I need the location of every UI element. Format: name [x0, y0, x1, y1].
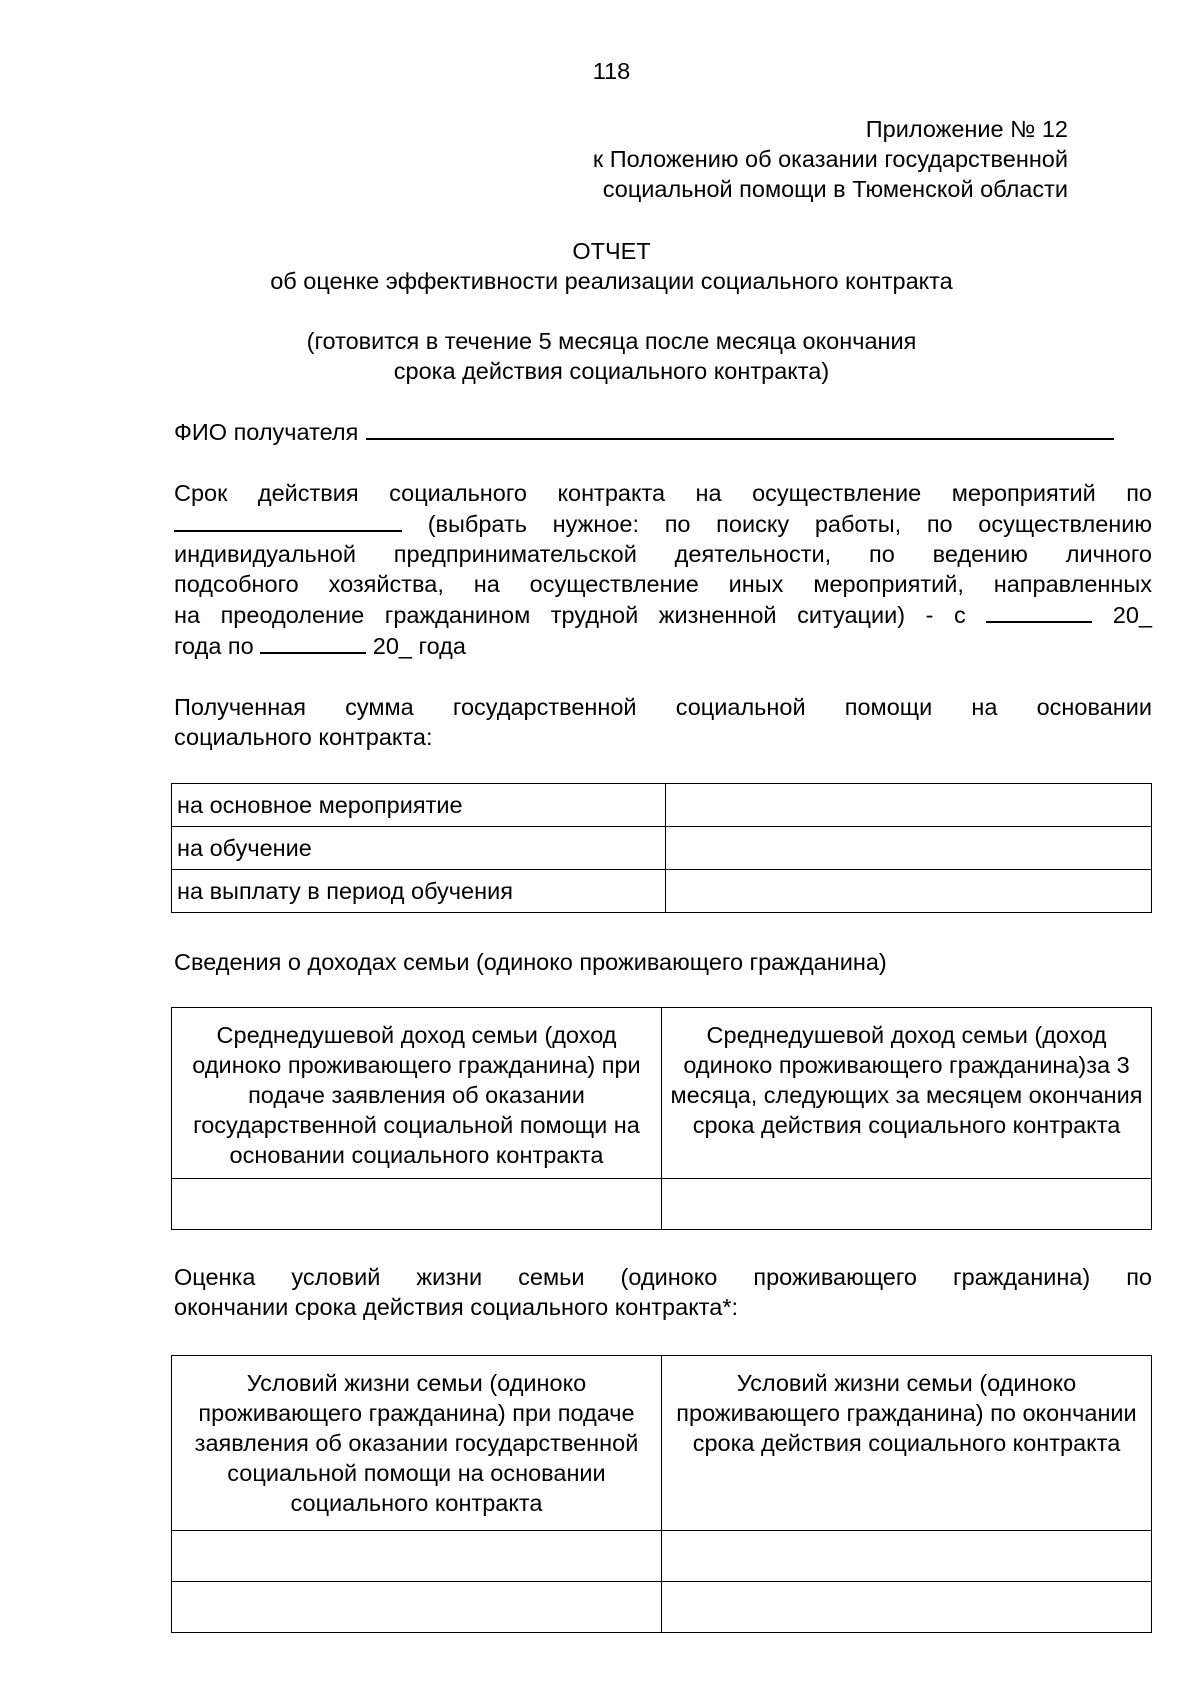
preparation-note [0, 326, 1200, 386]
table-row [172, 870, 1152, 913]
recipient-name-label: ФИО получателя [174, 419, 359, 445]
table-header-cell: Условий жизни семьи (одиноко проживающего гражданина) при подаче заявления об оказании государственной социальной помощи на основании социального контракта [172, 1356, 662, 1531]
table-row [172, 1179, 1152, 1230]
note-line: срока действия социального контракта) [393, 358, 830, 384]
appendix-header [593, 114, 1068, 204]
table-cell[interactable] [172, 1531, 662, 1582]
living-conditions-paragraph [174, 1262, 1152, 1322]
note-line: (готовится в течение 5 месяца после месяца окончания [306, 328, 917, 354]
table-cell-value[interactable] [666, 784, 1152, 827]
page-number: 118 [592, 58, 631, 84]
table-cell[interactable] [172, 1179, 662, 1230]
table-header-row [172, 1008, 1152, 1179]
table-cell[interactable] [662, 1531, 1152, 1582]
paragraph-line: индивидуальной предпринимательской деятельности, по ведению личного [174, 541, 1152, 567]
appendix-line: к Положению об оказании государственной [592, 146, 1068, 172]
table-header-cell: Среднедушевой доход семьи (доход одиноко проживающего гражданина)за 3 месяца, следующих за месяцем окончания срока действия социального контракта [662, 1008, 1152, 1179]
table-header-cell: Условий жизни семьи (одиноко проживающего гражданина) по окончании срока действия социального контракта [662, 1356, 1152, 1531]
paragraph-line: (выбрать нужное: по поиску работы, по осуществлению [174, 508, 1152, 539]
table-row [172, 1531, 1152, 1582]
appendix-line: социальной помощи в Тюменской области [602, 176, 1068, 202]
paragraph-line: подсобного хозяйства, на осуществление иных мероприятий, направленных [174, 571, 1152, 597]
received-sum-table [171, 783, 1152, 913]
recipient-name-field [174, 416, 1164, 447]
recipient-name-blank[interactable] [366, 416, 1114, 440]
table-header-cell: Среднедушевой доход семьи (доход одиноко проживающего гражданина) при подаче заявления об оказании государственной социальной помощи на основании социального контракта [172, 1008, 662, 1179]
table-cell-value[interactable] [666, 827, 1152, 870]
paragraph-line: Оценка условий жизни семьи (одиноко проживающего гражданина) по [174, 1264, 1152, 1290]
paragraph-line: Срок действия социального контракта на осуществление мероприятий по [174, 480, 1152, 506]
living-conditions-table [171, 1355, 1152, 1633]
paragraph-line: на преодоление гражданином трудной жизненной ситуации) - с 20_ [174, 599, 1152, 630]
table-cell[interactable] [662, 1179, 1152, 1230]
document-title: ОТЧЕТ [572, 238, 651, 264]
paragraph-line: года по 20_ года [174, 630, 1152, 661]
table-row [172, 827, 1152, 870]
income-heading [174, 947, 1152, 977]
activity-type-blank[interactable] [174, 508, 402, 532]
received-sum-paragraph [174, 692, 1152, 752]
paragraph-line: социального контракта: [174, 724, 433, 750]
table-row [172, 1582, 1152, 1633]
start-date-blank[interactable] [986, 599, 1092, 623]
table-row [172, 784, 1152, 827]
table-cell[interactable] [662, 1582, 1152, 1633]
table-cell-label: на основное мероприятие [172, 784, 666, 827]
end-date-blank[interactable] [260, 630, 366, 654]
document-subtitle: об оценке эффективности реализации социального контракта [270, 268, 953, 294]
paragraph-line: Полученная сумма государственной социальной помощи на основании [174, 694, 1152, 720]
table-cell-label: на обучение [172, 827, 666, 870]
paragraph-line: Сведения о доходах семьи (одиноко проживающего гражданина) [174, 949, 887, 975]
paragraph-line: окончании срока действия социального контракта*: [174, 1294, 738, 1320]
contract-term-paragraph [174, 478, 1152, 661]
table-header-row [172, 1356, 1152, 1531]
table-cell-value[interactable] [666, 870, 1152, 913]
appendix-line: Приложение № 12 [865, 116, 1068, 142]
income-table [171, 1007, 1152, 1230]
table-cell[interactable] [172, 1582, 662, 1633]
table-cell-label: на выплату в период обучения [172, 870, 666, 913]
